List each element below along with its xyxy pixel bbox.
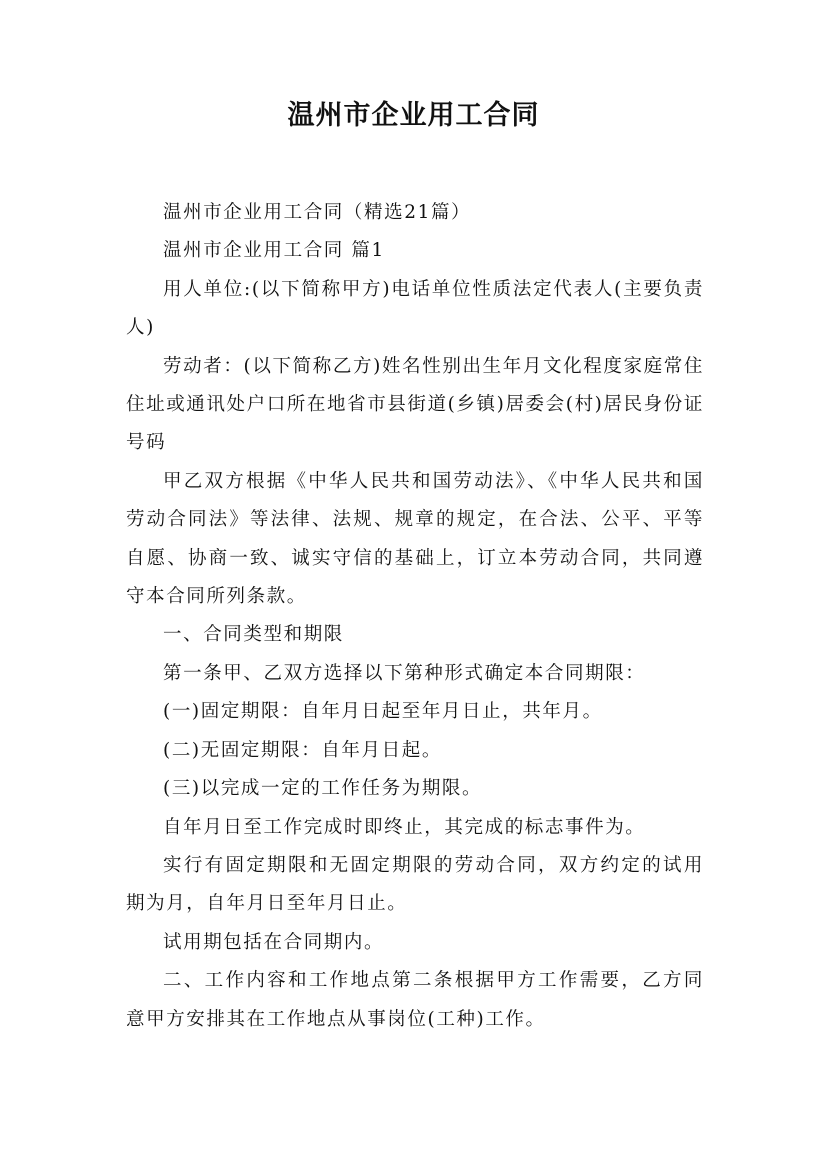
paragraph-preamble: 甲乙双方根据《中华人民共和国劳动法》、《中华人民共和国劳动合同法》等法律、法规、规章的规定，在合法、公平、平等自愿、协商一致、诚实守信的基础上，订立本劳动合同，共同遵守本合同所列条款。 [126,470,704,608]
document-body [126,194,704,1039]
paragraph-chapter-heading: 温州市企业用工合同 篇1 [163,240,385,262]
paragraph-employer: 用人单位:(以下简称甲方)电话单位性质法定代表人(主要负责人) [126,278,704,339]
paragraph-task-term: (三)以完成一定的工作任务为期限。 [163,778,483,800]
section-heading-contract-type: 一、合同类型和期限 [163,624,344,646]
paragraph-probation: 实行有固定期限和无固定期限的劳动合同，双方约定的试用期为月，自年月日至年月日止。 [126,854,704,915]
paragraph-employee: 劳动者：(以下简称乙方)姓名性别出生年月文化程度家庭常住住址或通讯处户口所在地省市县街道(乡镇)居委会(村)居民身份证号码 [126,355,704,454]
paragraph-collection-title: 温州市企业用工合同（精选21篇） [163,202,472,223]
paragraph-work-content: 二、工作内容和工作地点第二条根据甲方工作需要，乙方同意甲方安排其在工作地点从事岗位(工种)工作。 [126,970,704,1030]
paragraph-article-one: 第一条甲、乙双方选择以下第种形式确定本合同期限： [163,662,646,684]
paragraph-fixed-term: (一)固定期限：自年月日起至年月日止，共年月。 [163,701,603,723]
document-title: 温州市企业用工合同 [287,100,540,131]
paragraph-probation-included: 试用期包括在合同期内。 [163,931,385,953]
paragraph-open-term: (二)无固定期限：自年月日起。 [163,739,442,761]
paragraph-task-end: 自年月日至工作完成时即终止，其完成的标志事件为。 [163,816,646,838]
